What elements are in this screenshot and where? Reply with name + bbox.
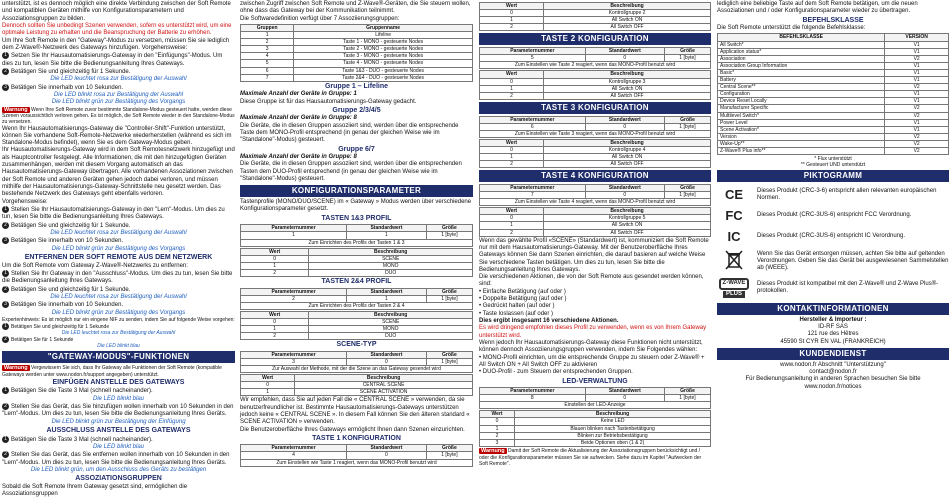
paragraph: Die Softwaredefinition verfügt über 7 Assoziierungsgruppen:: [240, 15, 400, 22]
recommendation-text: Es wird dringend empfohlen dieses Profil zu verwenden, wenn es von Ihrem Gateway unterstützt wird.: [479, 325, 707, 339]
led-note: Die LED blinkt grün zur Bestätigung des Vorgangs: [51, 99, 186, 106]
ce-row: CE Dieses Produkt (CRC-3-6) entspricht allen relevanten europäischen Normen.: [717, 187, 949, 203]
step-3: 3 Betätigen Sie innerhalb von 10 Sekunden.: [2, 84, 235, 92]
section-heading: BEFEHLSKLASSE: [802, 16, 864, 24]
param-table: Parameternummer Standardwert Größe 2 1 1 [byte] Zum Einrichten des Profils der Tasten 2 & 4: [240, 288, 473, 310]
step-3: 3 Betätigen Sie innerhalb von 10 Sekunden.: [2, 301, 235, 309]
group-heading: Gruppe 2/3/4/5: [332, 106, 381, 114]
value-table: Wert Beschreibung 0 Kontrollgruppe 5 1 All Switch ON 2 All Switch OFF: [479, 207, 711, 236]
step-1: 1 Stellen Sie Ihr Hausautomatisierungs-Gateway in den "Lern"-Modus. Um dies zu tun, lesen Sie bitte die Bedienungsanleitung Ihres Gateways.: [2, 205, 225, 221]
recommendation-text: Dennoch sollten Sie unbedingt Szenen verwenden, sofern es unterstützt wird, um eine optimale Leistung zu erhalten und die Beanspruchung der Batterie zu erhöhen.: [2, 22, 232, 37]
step-3: 3 Betätigen Sie innerhalb von 10 Sekunden.: [2, 237, 235, 245]
warning-block: Warnung Wenn Ihre Soft Remote zuvor bestimmte Standalone-Modus gesteuert hatte, werden diese Szenen voraussichtlich verloren gehen. Es ist möglich, die Soft Remote wieder in den Standalone-Modus zu versetzen.: [2, 106, 235, 126]
paragraph: Wir empfehlen, dass Sie auf jeden Fall die « CENTRAL SCENE » verwenden, da sie benutzerfreundlicher ist. Bestimmte Hausautomatisierungs-Gateways unterstützen jedoch keine « CENTRAL SCENE ». In diesem Fall können Sie den älteren standard « SCENE ACTIVATION » verwenden.: [240, 397, 470, 426]
step-1: 1 Setzen Sie Ihr Hausautomatisierungs-Gateway in den "Einfügungs"-Modus. Um dies zu tun, lesen Sie bitte die Bedienungsanleitung Ihres Gateways.: [2, 52, 223, 67]
group-max: Maximale Anzahl der Geräte in Gruppe: 8: [240, 154, 357, 161]
section-heading: ASSOZIATIONSGRUPPEN: [75, 475, 162, 483]
command-class-table: BEFEHLSKLASSE VERSION All Switch* V1 Application status* V1 Association V2 Association Group Information V1 Basic* V1 Battery V1 Central Scene** V2 Configuration V1 Device Reset Locally V1 Manufacturer Specific V2 Multilevel Switch* V2 Power Level V1 Scene Activation* V1 Version V2 Wake-Up** V2 Z-Wave® Plus info** V2: [717, 33, 949, 155]
paragraph: Die Geräte, die in diesen Gruppen assoziiert sind, werden über die entsprechenden Tasten dem DUO-Profil entsprechend (in genau der gleichen Weise wie im "Standalone"-Modus) gesteuert.: [240, 161, 462, 183]
value-table: Wert Beschreibung 0 Kontrollgruppe 3 1 All Switch ON 2 All Switch OFF: [479, 70, 711, 99]
paragraph: Die Benutzeroberfläche Ihres Gateways ermöglicht Ihnen dann Szenen einzurichten.: [240, 426, 465, 433]
ce-icon: CE: [724, 187, 744, 202]
led-note: Die LED blinkt grün zur Bestätigung des Vorgangs: [51, 309, 186, 316]
warning-block: Warnung Vergewissern Sie sich, dass Ihr Gateway alle Funktionen der Soft Remote (kompatible Gateways werden unter www.nodon.fr/support angegeben) unterstützt.: [2, 365, 222, 378]
section-heading: AUSSCHLUSS ANSTELLE DES GATEWAYS: [46, 427, 191, 435]
group-heading: Gruppe 1 – Lifeline: [324, 82, 388, 90]
pictogram-header: PIKTOGRAMM: [717, 170, 949, 182]
paragraph: Um Ihre Soft Remote in den "Gateway"-Modus zu versetzen, müssen Sie sie lediglich dem Z-Wave®-Netzwerk des Gateways hinzufügen. Vorgehensweise:: [2, 37, 230, 51]
ic-row: IC Dieses Produkt (CRC-3US-6) entspricht IC Verordnung.: [717, 229, 949, 245]
led-note: Die LED leuchtet rosa zur Bestätigung der Auswahl: [50, 293, 187, 300]
paragraph: lediglich eine beliebige Taste auf dem Soft Remote betätigen, um die neuen Assoziationen und / oder Konfigurationsparameter wieder zu übertragen.: [717, 1, 918, 15]
table-title: TASTE 2 KONFIGURATION: [479, 33, 711, 45]
paragraph: Diese Gruppe ist für das Hausautomatisierungs-Gateway gedacht.: [240, 98, 417, 105]
warning-block: Warnung Damit der Soft Remote die Aktualisierung der Assoziationsgruppen berücksichtigt und / oder die Konfigurationsparameter müssen Sie sie aufwecken. Siehe dazu im Kapitel "Aufwecken der Soft Remote".: [479, 447, 702, 467]
led-note: Die LED blinkt rosa zur Bestätigung der Auswahl: [53, 91, 184, 98]
paragraph: Die Soft Remote unterstützt die folgende Befehlsklasse:: [717, 25, 866, 32]
step-2: 2 Stellen Sie das Gerät, das Sie hinzufügen wollen innerhalb von 10 Sekunden in den "Lern"-Modus. Um dies zu tun, lesen Sie bitte die Bedienungsanleitung Ihres Geräts.: [2, 403, 234, 418]
step-1: 1 Betätigen Sie die Taste 3 Mal (schnell nacheinander).: [2, 387, 235, 395]
led-note: Die LED blinkt blau: [92, 395, 145, 402]
contact-label: Hersteller & Importeur :: [799, 316, 867, 323]
value-table: Wert Beschreibung 0 SCENE 1 MONO 2 DUO: [240, 311, 473, 340]
action-item: • Doppelte Betätigung (auf oder ): [479, 296, 567, 303]
fcc-row: FC Dieses Produkt (CRC-3US-6) entspricht FCC Verordnung.: [717, 208, 949, 224]
paragraph: Vorgehensweise:: [2, 198, 48, 205]
value-table: Wert Beschreibung 0 Keine LED 1 Blauen blinken nach Tastenbetätigung 2 Blinken zur Betriebsbestätigung 3 Beide Optionen oben (1 & 2): [479, 410, 711, 446]
table-title: TASTE 4 KONFIGURATION: [479, 170, 711, 182]
table-title: SCENE-TYP: [336, 341, 377, 349]
step-2: 2 Betätigen Sie und gleichzeitig für 1 Sekunde.: [2, 222, 235, 230]
group-max: Maximale Anzahl der Geräte in Gruppe: 1: [240, 91, 357, 98]
table-title: TASTE 1 KONFIGURATION: [312, 434, 401, 442]
section-heading: ENTFERNEN DER SOFT REMOTE AUS DEM NETZWERK: [24, 254, 213, 262]
led-note: Die LED blinkt grün zur Bestätigung der Einfügung: [51, 418, 186, 425]
paragraph: Wenn Ihr Hausautomatisierungs-Gateway die "Controller-Shift"-Funktion unterstützt, können Sie vorhandene Soft-Remote-Netzwerke wiederherstellen (während es sich im Standalone-Modus befindet), wenn Sie es dem Gateway-Modus geben.: [2, 125, 232, 147]
column-1: [2, 1, 235, 498]
expert-step-1: 1 Betätigen Sie und gleichzeitig für 1 Sekunde: [2, 323, 235, 330]
param-table: Parameternummer Standardwert Größe 6 0 1 [byte] Zum Einstellen wie Taste 3 reagiert, wenn das MONO-Profil benutzt wird: [479, 116, 711, 138]
action-item: • Einfache Betätigung (auf oder ): [479, 288, 566, 295]
led-note: Die LED leuchtet rosa zur Bestätigung der Auswahl: [50, 76, 187, 83]
column-3: [479, 1, 711, 473]
paragraph: unterstützt, ist es dennoch möglich eine direkte Verbindung zwischen der Soft Remote und kompatiblen Geräten mithilfe von Konfigurationsparametern und Assoziationsgruppen zu bilden.: [2, 1, 231, 22]
group-heading: Gruppe 6/7: [338, 145, 375, 153]
support-email[interactable]: contact@nodon.fr: [809, 369, 857, 376]
paragraph: Sobald die Soft Remote Ihrem Gateway gesetzt sind, ermöglichen die Assoziationsgruppen: [2, 483, 188, 498]
param-table: Parameternummer Standardwert Größe 4 0 1 [byte] Zum Einstellen wie Taste 1 reagiert, wenn das MONO-Profil benutzt wird: [240, 444, 473, 466]
table-title: TASTEN 2&4 PROFIL: [321, 277, 392, 285]
led-note: Die LED blinkt grün zur Bestätigung des Vorgangs: [51, 245, 186, 252]
led-note: Die LED blinkt blau: [92, 444, 145, 450]
value-table: Wert Beschreibung 0 Kontrollgruppe 4 1 All Switch ON 2 All Switch OFF: [479, 139, 711, 168]
led-note: Die LED blinkt grün, um den Ausschluss des Geräts zu bestätigen: [30, 467, 207, 474]
paragraph: Dies ergibt insgesamt 16 verschiedene Aktionen.: [479, 318, 619, 325]
zwave-row: Z-WAVE PLUS Dieses Produkt ist kompatibel mit den Z-Wave® und Z-Wave Plus®-protokollen.: [717, 278, 949, 298]
step-2: 2 Betätigen Sie und gleichzeitig für 1 Sekunde.: [2, 286, 235, 294]
address-line: 45590 St CYR EN VAL (FRANKREICH): [780, 338, 886, 345]
section-heading: EINFÜGEN ANSTELLE DES GATEWAYS: [52, 378, 185, 386]
contact-header: KONTAKTINFORMATIONEN: [717, 303, 949, 315]
paragraph: Wenn das gewählte Profil «SCENE» (Standardwert) ist, kommuniziert die Soft Remote nur mit dem Hausautomatisierungs-Gateway. Mit der Benutzeroberfläche Ihres Gateways können Sie dann Szenen einrichten, die darauf basieren auf welche Weise Sie verschiedene Tasten betätigen. Um dies zu tun, lesen Sie bitte die Bedienungsanleitung Ihres Gateways.: [479, 237, 709, 273]
address-line: 121 rue des Hêtres: [807, 331, 859, 338]
list-item: • DUO-Profil - zum Steuern der entsprechenden Gruppen.: [479, 369, 633, 376]
paragraph: Die Geräte, die in diesen Gruppen assoziiert sind, werden über die entsprechende Taste dem MONO-Profil entsprechend (in genau der gleichen Weise wie im "Standalone"-Modus) gesteuert.: [240, 122, 459, 144]
paragraph: Tastenprofile (MONO/DUO/SCENE) im « Gateway » Modus werden über verschiedene Konfigurationsparameter gesetzt.: [240, 199, 472, 213]
manuals-link[interactable]: www.nodon.fr/notices: [804, 383, 862, 390]
value-table: Wert Beschreibung 0 CENTRAL SCENE 1 SCENE ACTIVATION: [240, 374, 473, 396]
list-item: • MONO-Profil einrichten, um die entsprechende Gruppe zu steuern oder Z-Wave® + All Switch ON + All Switch OFF zu aktivieren: [479, 354, 705, 368]
led-note: Die LED leuchtet rosa zur Bestätigung der Auswahl: [50, 230, 187, 237]
step-1: 1 Stellen Sie Ihr Gateway in den "Ausschluss"-Modus. Um dies zu tun, lesen Sie bitte die Bedienungsanleitung Ihres Gateways.: [2, 269, 233, 285]
group-max: Maximale Anzahl der Geräte in Gruppe: 8: [240, 115, 357, 122]
gateway-mode-header: "GATEWAY-MODUS"-FUNKTIONEN: [2, 351, 235, 363]
paragraph: Wenn jedoch Ihr Hausautomatisierungs-Gateway diese Funktionen nicht unterstützt, können dennoch Assoziierungsgruppen verwenden, indem Sie Folgendes wählen:: [479, 339, 703, 354]
led-note: Die LED leuchtet rosa zur Bestätigung der Auswahl: [61, 330, 176, 337]
support-header: KUNDENDIENST: [717, 348, 949, 360]
paragraph: zwischen Zugriff zwischen Soft Remote und Z-Wave®-Geräten, die Sie steuern wollen, ohne dass das Gateway bei der Kommunikation teilnimmt.: [240, 1, 471, 15]
step-1: 1 Betätigen Sie die Taste 3 Mal (schnell nacheinander).: [2, 436, 235, 444]
step-2: 2 Stellen Sie das Gerät, das Sie entfernen wollen innerhalb von 10 Sekunden in den "Lern"-Modus. Um dies zu tun, lesen Sie bitte die Bedienungsanleitung Ihres Geräts.: [2, 451, 230, 466]
action-item: • Taste loslassen (auf oder ): [479, 310, 554, 317]
param-table: Parameternummer Standardwert Größe 3 0 1 [byte] Zur Auswahl der Methode, mit der die Szene an das Gateway gesendet wird: [240, 351, 473, 373]
table-title: TASTE 3 KONFIGURATION: [479, 102, 711, 114]
column-2: [240, 1, 473, 473]
paragraph: Ihr Hausautomatisierungs-Gateway wird in dem Soft Remotesnetzwerk hinzugefügt und als Hauptcontroller festgelegt. Alle Informationen, die mit den hinzugefügten Geräten zusammenhängen, werden mit diesem Vorgang automatisch an das Hausautomatisierungs-Gateway übertragen. Alle vorhandenen Assoziationen zwischen der Soft Remote und anderen Geräten gehen jedoch dabei verloren, und müssen mithilfe der Hausautomatisierungs-Gateway-Schnittstelle neu gesetzt werden. Das bestehende Netzwerk des Gateways geht ebenfalls verloren.: [2, 147, 235, 198]
table-title: TASTEN 1&3 PROFIL: [321, 214, 392, 222]
weee-bin-icon: [717, 250, 751, 274]
value-table: Wert Beschreibung 0 SCENE 1 MONO 2 DUO: [240, 248, 473, 277]
fcc-icon: FC: [725, 207, 743, 223]
column-4: [717, 1, 949, 473]
company-name: ID-RF SAS: [818, 324, 848, 331]
param-table: Parameternummer Standardwert Größe 7 0 1 [byte] Zum Einstellen wie Taste 4 reagiert, wenn das MONO-Profil benutzt wird: [479, 184, 711, 206]
footnote: ** Gesteuert UND unterstützt: [800, 162, 866, 169]
groups-table: Gruppen Gruppenname 1 Lifeline 2 Taste 1 - MONO - gesteuerte Nodes 3 Taste 2 - MONO - gesteuerte Nodes 4 Taste 3 - MONO - gesteuerte Nodes 5 Taste 4 - MONO - gesteuerte Nodes 6 Taste 1&3 - DUO - gesteuerte Nodes 7 Taste 2&4 - DUO - gesteuerte Nodes: [240, 24, 473, 82]
expert-note: Expertenhinweis: Es ist möglich nur ein eingene NIF zu senden, indem Sie auf folgende Weise vorgehen:: [2, 317, 235, 323]
paragraph: Die verschiedenen Aktionen, die von der Soft Remote aus gesendet werden können, sind:: [479, 274, 704, 288]
zwave-plus-logo-icon: Z-WAVE PLUS: [717, 278, 751, 298]
value-table: Wert Beschreibung 0 Kontrollgruppe 2 1 All Switch ON 2 All Switch OFF: [479, 2, 711, 31]
paragraph: Um die Soft Remote vom Gateway Z-Wave®-Netzwerks zu entfernen:: [2, 262, 188, 269]
config-params-header: KONFIGURATIONSPARAMETER: [240, 185, 473, 197]
param-table: Parameternummer Standardwert Größe 8 0 1 [byte] Einstellen der LED-Anzeige: [479, 387, 711, 409]
param-table: Parameternummer Standardwert Größe 1 1 1 [byte] Zum Einrichten des Profils der Tasten 1 & 3: [240, 224, 473, 246]
step-2: 2 Betätigen Sie und gleichzeitig für 1 Sekunde.: [2, 68, 235, 76]
support-text: Für Bedienungsanleitung in anderen Sprachen besuchen Sie bitte: [745, 376, 921, 383]
expert-step-2: 2 Betätigen Sie für 1 Sekunde: [2, 336, 235, 343]
footnote: * Flux unterstützt: [814, 156, 852, 163]
ic-icon: IC: [727, 228, 741, 244]
table-title: LED-VERWALTUNG: [562, 377, 628, 385]
led-note: Die LED blinkt blau: [97, 343, 140, 350]
weee-row: Wenn Sie das Gerät entsorgen müssen, achten Sie bitte auf geltenden Verordnungen. Geben Sie das Gerät bei ausgewiesenen Sammelstellen ab (WEEE).: [717, 250, 949, 274]
param-table: Parameternummer Standardwert Größe 5 0 1 [byte] Zum Einstellen wie Taste 2 reagiert, wenn das MONO-Profil benutzt wird: [479, 47, 711, 69]
support-link[interactable]: www.nodon.fr Abschnitt "Unterstützung": [780, 361, 886, 368]
action-item: • Gedrückt halten (auf oder ): [479, 303, 555, 310]
